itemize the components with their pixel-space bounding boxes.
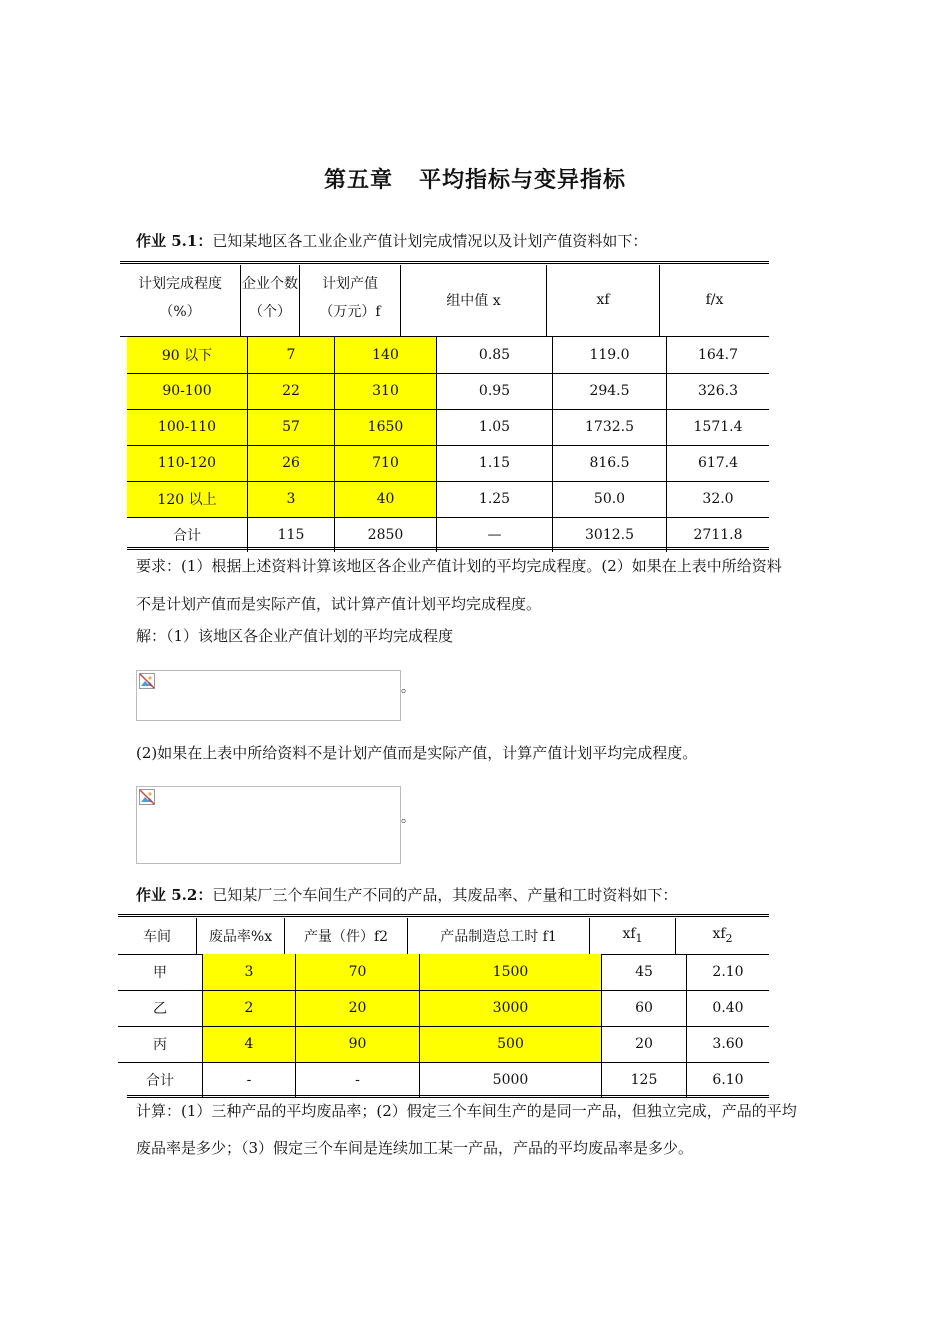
table-cell: 2: [203, 990, 296, 1026]
hw1-solution-part1: 解：（1）该地区各企业产值计划的平均完成程度: [136, 627, 454, 645]
table-cell: 115: [248, 517, 335, 552]
table-cell: 110-120: [127, 445, 248, 481]
hw1-intro: [136, 231, 647, 251]
table-cell: 710: [335, 445, 437, 481]
table-cell: 7: [248, 337, 335, 373]
table-cell: 1.05: [437, 409, 553, 445]
table1-header-cell: 企业个数 （个）: [241, 265, 300, 336]
table1: [120, 265, 769, 337]
hw2-calc-line2: 废品率是多少；（3）假定三个车间是连续加工某一产品，产品的平均废品率是多少。: [136, 1139, 694, 1157]
table-cell: 乙: [118, 990, 203, 1026]
table-row: [127, 409, 769, 445]
table1-bottom-border: [127, 547, 769, 550]
hw2-label: 作业 5.2：: [136, 886, 213, 904]
table-cell: 3.60: [687, 1026, 770, 1062]
table-cell: 140: [335, 337, 437, 373]
table-row: [127, 373, 769, 409]
table-cell: 1500: [420, 954, 602, 990]
table-cell: 2.10: [687, 954, 770, 990]
table-cell: 120 以上: [127, 481, 248, 517]
table-cell: 26: [248, 445, 335, 481]
table-cell: 1571.4: [667, 409, 770, 445]
table-cell: 3: [248, 481, 335, 517]
chapter-name: 平均指标与变异指标: [419, 168, 627, 193]
period: 。: [401, 680, 415, 696]
table-cell: 2850: [335, 517, 437, 552]
table2-header-row: [118, 918, 769, 954]
table1-header-cell: 计划完成程度 （%）: [120, 265, 241, 336]
hw2-calc-line1: 计算：(1）三种产品的平均废品率；(2）假定三个车间生产的是同一产品，但独立完成，产品的平均: [136, 1102, 797, 1120]
table-cell: 6.10: [712, 1071, 744, 1088]
table-cell: 22: [248, 373, 335, 409]
table-cell: 1732.5: [553, 409, 667, 445]
table-cell: -: [203, 1062, 296, 1097]
hw2-intro: [136, 885, 677, 905]
table-cell: 70: [296, 954, 420, 990]
table-cell: 20: [602, 1026, 687, 1062]
table-cell: 125: [602, 1062, 687, 1097]
table-cell: 326.3: [667, 373, 770, 409]
table-cell: 45: [602, 954, 687, 990]
table-row: [127, 337, 769, 373]
table-cell: 废品率%x: [197, 918, 285, 954]
table-cell: 4: [203, 1026, 296, 1062]
table-cell: 32.0: [667, 481, 770, 517]
table2-bottom-border: [127, 1095, 769, 1098]
hw1-requirement-line1: 要求：(1）根据上述资料计算该地区各企业产值计划的平均完成程度。(2）如果在上表中所给资料: [136, 557, 782, 575]
table-cell: 119.0: [553, 337, 667, 373]
table-cell: 50.0: [553, 481, 667, 517]
table-row: [118, 990, 769, 1026]
table-row: [118, 1026, 769, 1062]
table1-body: [127, 337, 769, 552]
hw2-text: 已知某厂三个车间生产不同的产品，其废品率、产量和工时资料如下：: [212, 886, 678, 904]
table-cell: 20: [296, 990, 420, 1026]
table-cell: 3012.5: [553, 517, 667, 552]
table-cell: 甲: [118, 954, 203, 990]
table-cell: 90 以下: [127, 337, 248, 373]
table-cell: 车间: [118, 918, 197, 954]
table-cell: 164.7: [667, 337, 770, 373]
table-cell: 0.40: [687, 990, 770, 1026]
hw1-label: 作业 5.1：: [136, 232, 213, 250]
broken-image-icon: [139, 673, 155, 689]
table-cell: 3000: [420, 990, 602, 1026]
table1-header-cell: 计划产值 （万元）f: [300, 265, 401, 336]
formula-image-2: [136, 786, 401, 864]
table-cell: 816.5: [553, 445, 667, 481]
table1-header-cell: xf: [547, 265, 660, 336]
table-cell: 3: [203, 954, 296, 990]
table-row-total: [118, 1062, 769, 1097]
table-cell: 57: [248, 409, 335, 445]
table2: [118, 918, 769, 955]
formula-image-1: [136, 670, 401, 721]
table-cell: 1650: [335, 409, 437, 445]
table1-header-cell: 组中值 x: [401, 265, 547, 336]
table-cell: $xf_1$: [590, 918, 676, 954]
table-cell: 产量（件）f2: [285, 918, 408, 954]
table-row: [127, 445, 769, 481]
table2-top-border: [118, 914, 769, 917]
table1-top-border: [120, 261, 769, 264]
table1-header-row: [120, 265, 769, 336]
table-cell: 合计: [118, 1062, 203, 1097]
table-cell: 1.25: [437, 481, 553, 517]
table-cell: 100-110: [127, 409, 248, 445]
page-title: [0, 163, 950, 194]
table-cell: 40: [335, 481, 437, 517]
table-cell: 5000: [420, 1062, 602, 1097]
table-cell: 500: [420, 1026, 602, 1062]
table-cell: 1.15: [437, 445, 553, 481]
table-cell: $xf_2$: [676, 918, 770, 954]
table-cell: 合计: [127, 517, 248, 552]
table-cell: 90-100: [127, 373, 248, 409]
table-row: [118, 954, 769, 990]
table-cell: 0.85: [437, 337, 553, 373]
table-cell: 2711.8: [693, 526, 743, 543]
hw1-requirement-line2: 不是计划产值而是实际产值，试计算产值计划平均完成程度。: [136, 595, 542, 613]
table-cell: 丙: [118, 1026, 203, 1062]
table-cell: 产品制造总工时 f1: [408, 918, 590, 954]
table-cell: 294.5: [553, 373, 667, 409]
table-row: [127, 481, 769, 517]
table-cell: 310: [335, 373, 437, 409]
chapter-number: 第五章: [323, 168, 393, 193]
broken-image-icon: [139, 789, 155, 805]
table2-body: [118, 954, 769, 1097]
hw1-text: 已知某地区各工业企业产值计划完成情况以及计划产值资料如下：: [212, 232, 648, 250]
table1-header-cell: f/x: [660, 265, 770, 336]
period: 。: [401, 810, 415, 826]
table-cell: 90: [296, 1026, 420, 1062]
table-cell: 617.4: [667, 445, 770, 481]
table-cell: 60: [602, 990, 687, 1026]
hw1-solution-part2: (2)如果在上表中所给资料不是计划产值而是实际产值，计算产值计划平均完成程度。: [136, 744, 698, 762]
table-cell: 0.95: [437, 373, 553, 409]
table-cell: -: [296, 1062, 420, 1097]
table-cell: —: [437, 517, 553, 552]
